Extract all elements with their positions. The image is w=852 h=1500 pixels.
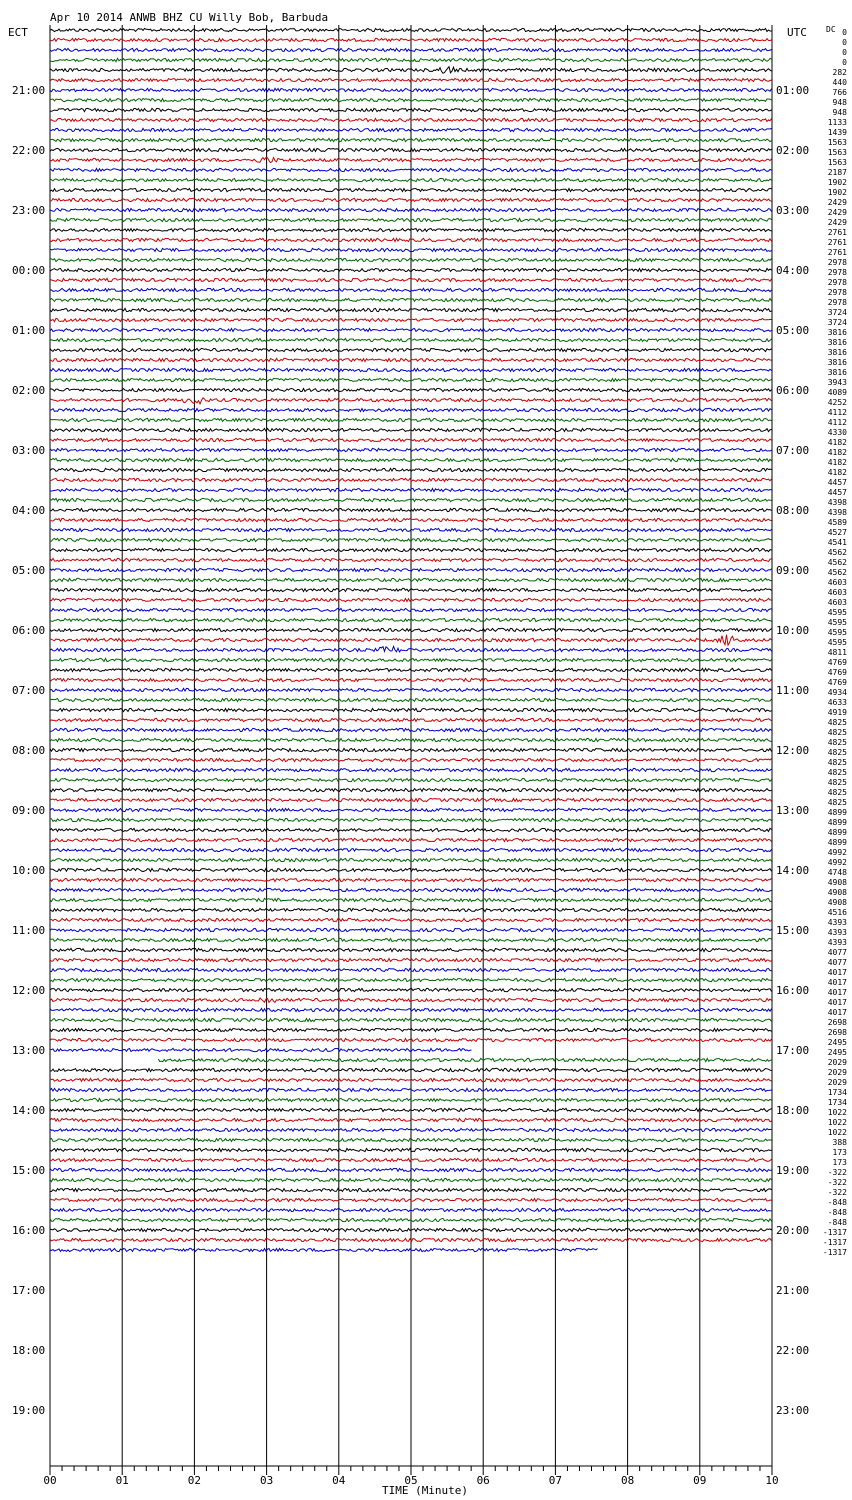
x-tick-label: 09 (693, 1474, 707, 1487)
ect-hour-label: 00:00 (12, 264, 46, 277)
dc-offset-value: 4017 (827, 968, 847, 977)
dc-offset-value: 1563 (827, 138, 847, 147)
dc-offset-value: 2978 (827, 288, 847, 297)
dc-offset-value: 1133 (827, 118, 847, 127)
dc-offset-value: 4089 (827, 388, 847, 397)
ect-hour-label: 14:00 (12, 1104, 46, 1117)
dc-offset-value: 948 (832, 108, 847, 117)
dc-offset-value: 2978 (827, 298, 847, 307)
dc-offset-value: 0 (842, 48, 847, 57)
dc-offset-value: 4017 (827, 988, 847, 997)
ect-axis-label: ECT (8, 26, 28, 39)
dc-offset-value: -848 (827, 1198, 847, 1207)
dc-offset-value: 4112 (827, 418, 847, 427)
dc-offset-value: 4589 (827, 518, 847, 527)
dc-offset-value: 4112 (827, 408, 847, 417)
utc-hour-label: 18:00 (776, 1104, 810, 1117)
dc-offset-value: 4077 (827, 958, 847, 967)
utc-hour-label: 17:00 (776, 1044, 810, 1057)
utc-hour-label: 13:00 (776, 804, 810, 817)
dc-offset-value: 4595 (827, 638, 847, 647)
dc-offset-value: 4017 (827, 978, 847, 987)
x-tick-label: 01 (115, 1474, 129, 1487)
dc-offset-value: 173 (832, 1158, 847, 1167)
utc-hour-label: 16:00 (776, 984, 810, 997)
utc-hour-label: 06:00 (776, 384, 810, 397)
dc-offset-value: 2761 (827, 248, 847, 257)
dc-offset-value: 4992 (827, 848, 847, 857)
dc-offset-value: 4825 (827, 798, 847, 807)
ect-hour-label: 18:00 (12, 1344, 46, 1357)
x-tick-label: 07 (548, 1474, 563, 1487)
dc-offset-value: 4077 (827, 948, 847, 957)
dc-offset-value: 4825 (827, 758, 847, 767)
x-tick-label: 08 (620, 1474, 635, 1487)
dc-offset-value: 4562 (827, 548, 847, 557)
utc-hour-label: 15:00 (776, 924, 810, 937)
dc-offset-value: 1022 (827, 1118, 847, 1127)
ect-hour-label: 19:00 (12, 1404, 46, 1417)
ect-hour-label: 01:00 (12, 324, 46, 337)
ect-hour-label: 23:00 (12, 204, 46, 217)
dc-offset-value: 4398 (827, 498, 847, 507)
dc-offset-value: 4182 (827, 458, 847, 467)
dc-offset-value: 2978 (827, 278, 847, 287)
dc-offset-value: 4825 (827, 788, 847, 797)
utc-hour-label: 08:00 (776, 504, 810, 517)
dc-offset-value: 4899 (827, 838, 847, 847)
ect-hour-label: 08:00 (12, 744, 46, 757)
dc-offset-value: 1563 (827, 158, 847, 167)
dc-offset-value: 4825 (827, 768, 847, 777)
dc-offset-value: 4992 (827, 858, 847, 867)
dc-offset-value: -322 (827, 1178, 847, 1187)
x-tick-label: 05 (404, 1474, 418, 1487)
dc-offset-value: 4811 (827, 648, 847, 657)
x-tick-label: 02 (187, 1474, 202, 1487)
dc-offset-value: -1317 (822, 1228, 847, 1237)
utc-hour-label: 11:00 (776, 684, 810, 697)
dc-offset-value: 4908 (827, 898, 847, 907)
dc-offset-value: 3943 (827, 378, 847, 387)
dc-offset-value: 2187 (827, 168, 847, 177)
ect-hour-label: 17:00 (12, 1284, 46, 1297)
dc-offset-value: 1902 (827, 188, 847, 197)
ect-hour-label: 16:00 (12, 1224, 46, 1237)
dc-offset-value: -848 (827, 1208, 847, 1217)
dc-offset-value: 3724 (827, 318, 847, 327)
utc-hour-label: 09:00 (776, 564, 810, 577)
dc-offset-value: 1734 (827, 1098, 847, 1107)
x-tick-label: 04 (332, 1474, 346, 1487)
dc-offset-value: 4398 (827, 508, 847, 517)
x-axis-title: TIME (Minute) (381, 1484, 469, 1497)
dc-offset-value: 3816 (827, 348, 847, 357)
dc-offset-value: 4330 (827, 428, 847, 437)
dc-offset-value: 4919 (827, 708, 847, 717)
dc-offset-value: 766 (832, 88, 847, 97)
dc-offset-value: 3816 (827, 368, 847, 377)
dc-offset-value: 4252 (827, 398, 847, 407)
dc-offset-value: 4393 (827, 938, 847, 947)
dc-offset-value: 4595 (827, 618, 847, 627)
dc-offset-value: 0 (842, 58, 847, 67)
dc-offset-value: 4562 (827, 558, 847, 567)
utc-hour-label: 14:00 (776, 864, 810, 877)
utc-hour-label: 04:00 (776, 264, 810, 277)
dc-offset-value: 1563 (827, 148, 847, 157)
dc-offset-value: 2761 (827, 228, 847, 237)
dc-offset-value: 4457 (827, 488, 847, 497)
ect-hour-label: 13:00 (12, 1044, 46, 1057)
ect-hour-label: 22:00 (12, 144, 46, 157)
dc-offset-value: 2495 (827, 1048, 847, 1057)
utc-hour-label: 10:00 (776, 624, 810, 637)
dc-offset-value: 4595 (827, 608, 847, 617)
dc-offset-value: 1022 (827, 1128, 847, 1137)
dc-offset-value: 4769 (827, 678, 847, 687)
dc-offset-value: 1734 (827, 1088, 847, 1097)
dc-offset-value: 948 (832, 98, 847, 107)
utc-hour-label: 19:00 (776, 1164, 810, 1177)
ect-hour-label: 09:00 (12, 804, 46, 817)
dc-offset-value: 173 (832, 1148, 847, 1157)
dc-offset-value: 282 (832, 68, 847, 77)
dc-offset-value: 2429 (827, 208, 847, 217)
ect-hour-label: 03:00 (12, 444, 46, 457)
ect-hour-label: 02:00 (12, 384, 46, 397)
utc-hour-label: 20:00 (776, 1224, 810, 1237)
dc-offset-value: 2698 (827, 1018, 847, 1027)
dc-offset-value: 1022 (827, 1108, 847, 1117)
dc-offset-value: 4908 (827, 888, 847, 897)
dc-offset-value: 2978 (827, 258, 847, 267)
ect-hour-label: 07:00 (12, 684, 46, 697)
dc-offset-value: -1317 (822, 1248, 847, 1257)
chart-title: Apr 10 2014 ANWB BHZ CU Willy Bob, Barbuda (50, 11, 329, 24)
dc-offset-value: -1317 (822, 1238, 847, 1247)
dc-offset-value: 4457 (827, 478, 847, 487)
dc-offset-value: 4393 (827, 918, 847, 927)
ect-hour-label: 12:00 (12, 984, 46, 997)
dc-offset-value: 4908 (827, 878, 847, 887)
dc-offset-value: 2698 (827, 1028, 847, 1037)
dc-offset-value: 2978 (827, 268, 847, 277)
utc-hour-label: 22:00 (776, 1344, 810, 1357)
dc-offset-value: 3816 (827, 328, 847, 337)
dc-offset-value: 4603 (827, 598, 847, 607)
ect-hour-label: 10:00 (12, 864, 46, 877)
dc-offset-value: 3816 (827, 358, 847, 367)
dc-offset-value: 4825 (827, 748, 847, 757)
ect-hour-label: 11:00 (12, 924, 46, 937)
dc-offset-value: 440 (832, 78, 847, 87)
dc-offset-value: 4527 (827, 528, 847, 537)
dc-offset-value: 1439 (827, 128, 847, 137)
dc-offset-value: 4017 (827, 998, 847, 1007)
utc-hour-label: 07:00 (776, 444, 810, 457)
utc-hour-label: 23:00 (776, 1404, 810, 1417)
dc-offset-value: 4562 (827, 568, 847, 577)
dc-offset-value: 2761 (827, 238, 847, 247)
ect-hour-label: 04:00 (12, 504, 46, 517)
dc-offset-value: 4899 (827, 818, 847, 827)
dc-offset-value: 4934 (827, 688, 847, 697)
dc-offset-value: 3724 (827, 308, 847, 317)
dc-offset-value: 2029 (827, 1068, 847, 1077)
dc-offset-value: 4899 (827, 828, 847, 837)
dc-offset-value: 4603 (827, 588, 847, 597)
dc-offset-value: 388 (832, 1138, 847, 1147)
dc-offset-value: 4182 (827, 448, 847, 457)
utc-hour-label: 02:00 (776, 144, 810, 157)
dc-offset-value: -322 (827, 1188, 847, 1197)
utc-hour-label: 21:00 (776, 1284, 810, 1297)
dc-offset-value: 4595 (827, 628, 847, 637)
ect-hour-label: 06:00 (12, 624, 46, 637)
dc-offset-value: 2495 (827, 1038, 847, 1047)
ect-hour-label: 15:00 (12, 1164, 46, 1177)
dc-offset-value: 4825 (827, 778, 847, 787)
dc-offset-value: 4017 (827, 1008, 847, 1017)
dc-offset-value: 4516 (827, 908, 847, 917)
dc-offset-value: 2029 (827, 1078, 847, 1087)
utc-axis-label: UTC (787, 26, 807, 39)
x-tick-label: 00 (43, 1474, 57, 1487)
dc-offset-value: 0 (842, 38, 847, 47)
dc-offset-value: 4633 (827, 698, 847, 707)
x-tick-label: 06 (476, 1474, 490, 1487)
dc-offset-value: 2429 (827, 218, 847, 227)
dc-offset-value: 1902 (827, 178, 847, 187)
dc-offset-value: 4393 (827, 928, 847, 937)
dc-offset-value: 4182 (827, 438, 847, 447)
dc-label: DC (826, 25, 836, 34)
dc-offset-value: 4182 (827, 468, 847, 477)
dc-offset-value: 2029 (827, 1058, 847, 1067)
dc-offset-value: 4603 (827, 578, 847, 587)
dc-offset-value: 0 (842, 28, 847, 37)
dc-offset-value: 4825 (827, 718, 847, 727)
dc-offset-value: 4541 (827, 538, 847, 547)
dc-offset-value: -848 (827, 1218, 847, 1227)
utc-hour-label: 03:00 (776, 204, 810, 217)
dc-offset-value: 4825 (827, 738, 847, 747)
dc-offset-value: 3816 (827, 338, 847, 347)
x-tick-label: 10 (765, 1474, 779, 1487)
x-tick-label: 03 (259, 1474, 274, 1487)
utc-hour-label: 01:00 (776, 84, 810, 97)
dc-offset-value: -322 (827, 1168, 847, 1177)
ect-hour-label: 05:00 (12, 564, 46, 577)
dc-offset-value: 4899 (827, 808, 847, 817)
utc-hour-label: 05:00 (776, 324, 810, 337)
dc-offset-value: 4825 (827, 728, 847, 737)
dc-offset-value: 2429 (827, 198, 847, 207)
ect-hour-label: 21:00 (12, 84, 46, 97)
dc-offset-value: 4769 (827, 658, 847, 667)
utc-hour-label: 12:00 (776, 744, 810, 757)
dc-offset-value: 4748 (827, 868, 847, 877)
dc-offset-value: 4769 (827, 668, 847, 677)
